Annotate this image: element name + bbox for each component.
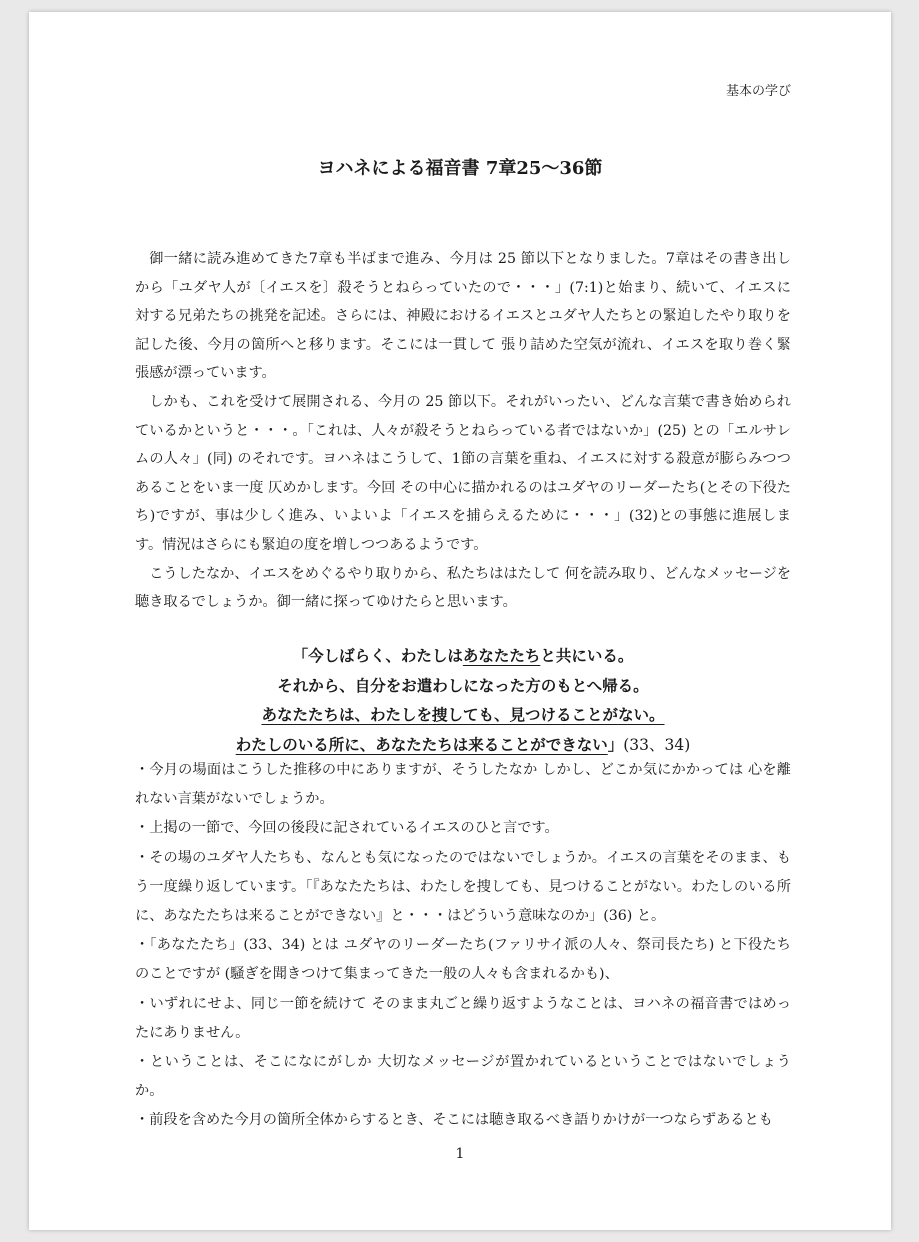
paragraph: こうしたなか、イエスをめぐるやり取りから、私たちははたして 何を読み取り、どんなメッセージを聴き取るでしょうか。御一緒に探ってゆけたらと思います。 xyxy=(135,565,791,611)
bullet-list xyxy=(135,756,791,1136)
paragraph: 御一緒に読み進めてきた7章も半ばまで進み、今月は 25 節以下となりました。7章はその書き出しから「ユダヤ人が〔イエスを〕殺そうとねらっていたので・・・」(7:1)と始まり、続いて、イエスに対する兄弟たちの挑発を記述。さらには、神殿におけるイエスとユダヤ人たちとの緊迫したやり取りを記した後、今月の箇所へと移ります。そこには一貫して 張り詰めた空気が流れ、イエスを取り巻く緊張感が漂っています。 xyxy=(135,251,791,382)
list-item: ・いずれにせよ、同じ一節を続けて そのまま丸ごと繰り返すようなことは、ヨハネの福音書ではめったにありません。 xyxy=(135,995,791,1041)
list-item: ・ということは、そこになにがしか 大切なメッセージが置かれているということではないでしょうか。 xyxy=(135,1054,791,1100)
intro-body xyxy=(135,245,791,617)
list-item: ・上掲の一節で、今回の後段に記されているイエスのひと言です。 xyxy=(135,820,559,837)
quote-reference: (33、34) xyxy=(623,735,691,754)
scripture-quote xyxy=(135,641,791,760)
list-item: ・今月の場面はこうした推移の中にありますが、そうしたなか しかし、どこか気にかかっては 心を離れない言葉がないでしょうか。 xyxy=(135,762,791,808)
quote-line-1: 「今しばらく、わたしはあなたたちと共にいる。 xyxy=(292,646,634,665)
page-title: ヨハネによる福音書 7章25〜36節 xyxy=(317,158,603,179)
quote-line-3: あなたたちは、わたしを捜しても、見つけることがない。 xyxy=(261,705,665,724)
list-item: ・前段を含めた今月の箇所全体からするとき、そこには聴き取るべき語りかけが一つならずあるとも xyxy=(135,1112,773,1129)
quote-line-2: それから、自分をお遣わしになった方のもとへ帰る。 xyxy=(277,675,649,695)
list-item: ・その場のユダヤ人たちも、なんとも気になったのではないでしょうか。イエスの言葉をそのまま、もう一度繰り返しています。「『あなたたちは、わたしを捜しても、見つけることがない。わたしのいる所に、あなたたちは来ることができない』と・・・はどういう意味なのか」(36) と。 xyxy=(135,849,791,925)
section-header: 基本の学び xyxy=(725,84,791,99)
paragraph: しかも、これを受けて展開される、今月の 25 節以下。それがいったい、どんな言葉で書き始められているかというと・・・。「これは、人々が殺そうとねらっている者ではないか」(25) との「エルサレムの人々」(同) のそれです。ヨハネはこうして、1節の言葉を重ね、イエスに対する殺意が膨らみつつあることをいま一度 仄めかします。今回 その中心に描かれるのはユダヤのリーダーたち(とその下役たち)ですが、事は少しく進み、いよいよ「イエスを捕らえるために・・・」(32)との事態に進展します。情況はさらにも緊迫の度を増しつつあるようです。 xyxy=(135,393,791,553)
document-page xyxy=(29,12,891,1230)
list-item: ・「あなたたち」(33、34) とは ユダヤのリーダーたち(ファリサイ派の人々、祭司長たち) と下役たちのことですが (騒ぎを聞きつけて集まってきた一般の人々も含まれるかも)、 xyxy=(135,937,791,983)
page-number: 1 xyxy=(455,1146,465,1162)
quote-line-4: わたしのいる所に、あなたたちは来ることができない」(33、34) xyxy=(235,734,691,754)
